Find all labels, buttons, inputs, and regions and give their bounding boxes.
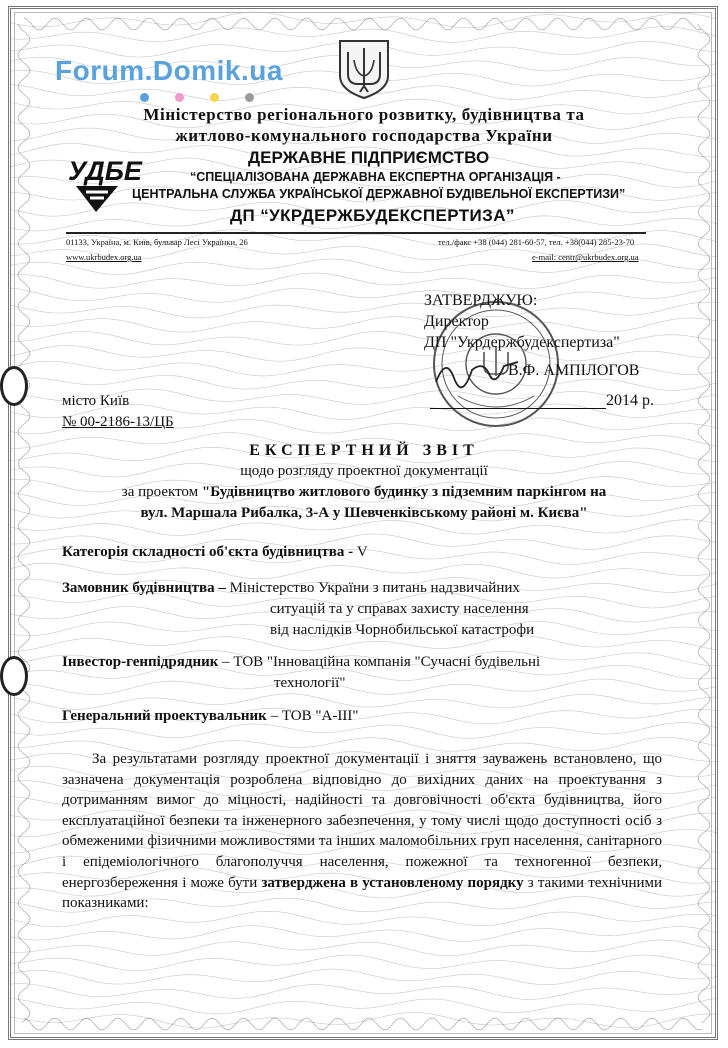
designer-label: Генеральний проектувальник [62,708,267,724]
category-label: Категорія складності об'єкта будівництва [62,544,345,560]
project-prefix: за проектом [121,484,202,500]
udbe-logo-text: УДБЕ [68,156,142,186]
binding-ring [0,366,28,406]
watermark-dot [210,93,219,102]
customer-sep: – [214,580,230,596]
report-subtitle: щодо розгляду проектної документації [240,463,488,479]
ministry-line-2: житлово-комунального господарства України [175,126,553,145]
approval-date-line [430,408,606,409]
approval-approve: ЗАТВЕРДЖУЮ: [424,292,538,309]
category-row [62,544,368,561]
category-sep: - [344,544,357,560]
conclusion-text: За результатами розгляду проектної документації і зняття зауважень встановлено, що зазначена документація розроблена відповідно до вихідних даних на проектування з дотриманням вимог до міцності, надійності та довговічності об'єкта будівництва, його експлуатаційної безпеки та інженерного забезпечення, у тому числі щодо доступності осіб з обмеженими фізичними можливостями та інших маломобільних груп населення, санітарного і епідеміологічного благополуччя населення, пожежної та техногенної безпеки, енергозбереження і може бути [62,751,662,891]
approval-name: В.Ф. АМПІЛОГОВ [508,362,640,379]
investor-line-1: ТОВ "Інноваційна компанія "Сучасні будівельні [233,654,541,670]
org-short-name: ДП “УКРДЕРЖБУДЕКСПЕРТИЗА” [230,206,515,225]
org-email: e-mail: centr@ukrbudex.org.ua [532,252,639,262]
investor-row [62,654,540,671]
org-special-line-1: “СПЕЦІАЛІЗОВАНА ДЕРЖАВНА ЕКСПЕРТНА ОРГАНІЗАЦІЯ - [190,170,561,184]
category-value: V [356,544,368,560]
org-phones: тел./факс +38 (044) 281-60-57, тел. +38(044) 285-23-70 [438,237,635,247]
report-project-line-2: вул. Маршала Рибалка, 3-А у Шевченківському районі м. Києва" [140,505,588,521]
org-special-line-2: ЦЕНТРАЛЬНА СЛУЖБА УКРАЇНСЬКОЇ ДЕРЖАВНОЇ БУДІВЕЛЬНОЇ ЕКСПЕРТИЗИ” [132,187,626,201]
trident-icon [336,38,392,100]
watermark-dot [245,93,254,102]
org-website: www.ukrbudex.org.ua [66,252,142,262]
city: місто Київ [62,393,130,409]
investor-line-2: технології" [274,675,346,691]
org-type: ДЕРЖАВНЕ ПІДПРИЄМСТВО [248,148,490,167]
customer-line-2: ситуацій та у справах захисту населення [270,601,529,617]
investor-label: Інвестор-генпідрядник [62,654,219,670]
approval-org: ДП "Укрдержбудекспертиза" [424,334,620,351]
watermark-dot [175,93,184,102]
watermark-dot [140,93,149,102]
watermark-text: Forum.Domik.ua [55,55,283,86]
conclusion-paragraph [62,749,662,914]
report-number: № 00-2186-13/ЦБ [62,414,174,430]
customer-line-3: від наслідків Чорнобильської катастрофи [270,622,535,638]
udbe-logo [66,152,142,214]
ministry-line-1: Міністерство регіонального розвитку, будівництва та [143,105,585,124]
customer-line-1: Міністерство України з питань надзвичайних [229,580,520,596]
designer-row [62,708,358,725]
customer-label: Замовник будівництва [62,580,215,596]
approval-year: 2014 р. [606,392,654,409]
investor-sep: – [218,654,234,670]
approval-role: Директор [424,313,489,330]
designer-value: ТОВ "А-ІІІ" [281,708,359,724]
org-address: 01133, Україна, м. Київ, бульвар Лесі Українки, 26 [66,237,248,247]
report-title: ЕКСПЕРТНИЙ ЗВІТ [249,442,479,459]
binding-ring [0,656,28,696]
report-project-line-1 [0,484,728,501]
customer-row [62,580,520,597]
designer-sep: – [266,708,282,724]
conclusion-tail: з такими технічними показниками: [62,874,663,912]
header-rule [66,232,646,234]
project-name-1: "Будівництво житлового будинку з підземним паркінгом на [201,484,607,500]
conclusion-bold: затверджена в установленому порядку [261,874,524,891]
